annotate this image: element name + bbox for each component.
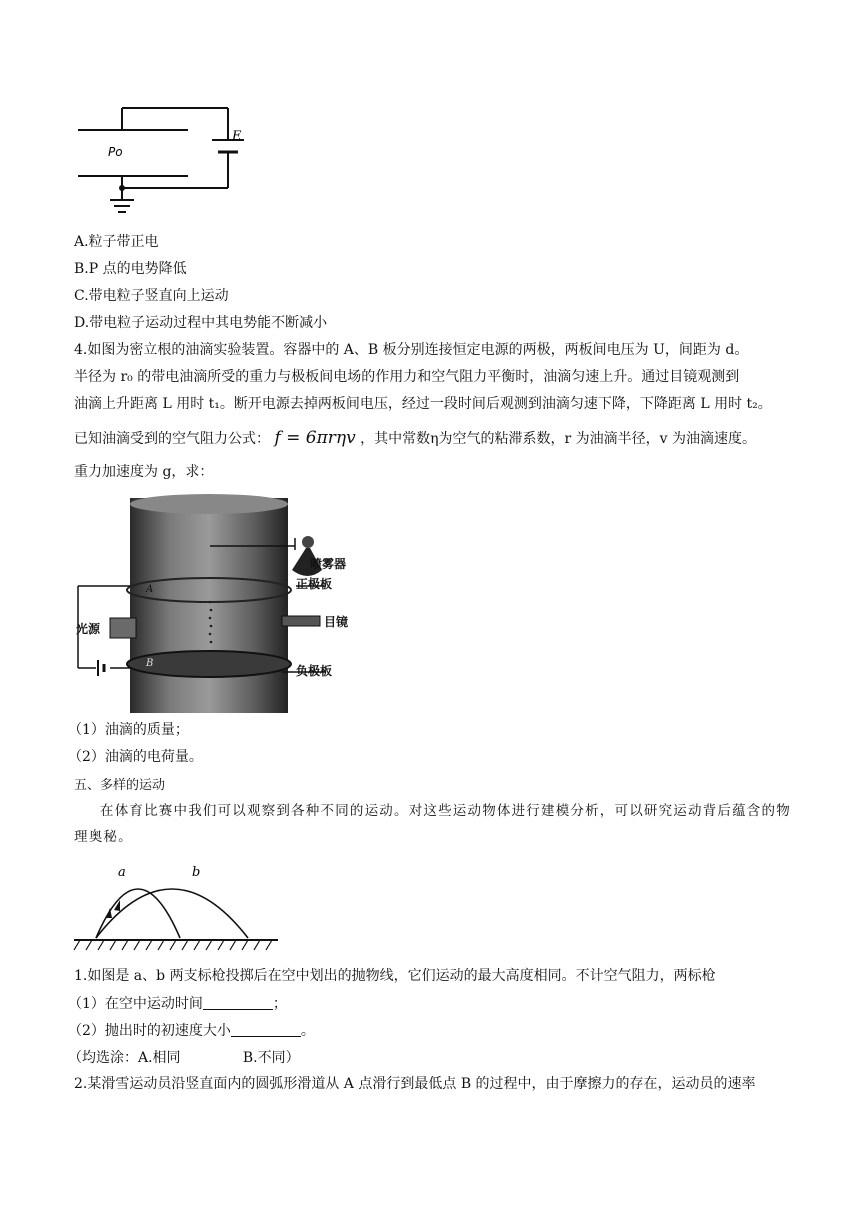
sprayer-label: 喷雾器: [310, 557, 347, 571]
section-heading: 五、多样的运动: [74, 778, 166, 793]
q5-1-choices: （均选涂：A.相同 B.不同）: [68, 1050, 300, 1066]
q5-1-sub1-end: ；: [272, 996, 287, 1012]
trajectory-a-label: a: [118, 865, 126, 880]
eyepiece-label: 目镜: [324, 615, 349, 629]
positive-plate-label: 正极板: [296, 577, 333, 591]
light-source-label: 光源: [76, 622, 101, 636]
q4-line4-post: ，其中常数η为空气的粘滞系数，r 为油滴半径，v 为油滴速度。: [360, 431, 757, 447]
q4-line3: 油滴上升距离 L 用时 t₁。断开电源去掉两板间电压，经过一段时间后观测到油滴匀速下降，下降距离 L 用时 t₂。: [74, 396, 772, 412]
q4-sub1: （1）油滴的质量；: [68, 722, 189, 738]
option-a: A.粒子带正电: [74, 234, 159, 250]
q4-line5: 重力加速度为 g，求：: [74, 464, 214, 480]
emf-label: E: [232, 129, 242, 144]
q5-1-sub2: [68, 1021, 315, 1041]
trajectory-b-label: b: [192, 865, 201, 880]
answer-blank-1[interactable]: [203, 995, 273, 1010]
q5-1-sub2-text: （2）抛出时的初速度大小: [68, 1023, 231, 1039]
q5-2-stem: 2.某滑雪运动员沿竖直面内的圆弧形滑道从 A 点滑行到最低点 B 的过程中，由于摩擦力的存在，运动员的速率: [74, 1076, 756, 1092]
drag-formula: f = 6πrηv: [274, 428, 356, 448]
q5-1-sub1: [68, 994, 287, 1014]
q4-sub2: （2）油滴的电荷量。: [68, 749, 203, 765]
oil-drop-apparatus-figure: [70, 490, 370, 715]
negative-plate-label: 负极板: [296, 664, 333, 678]
q5-1-sub2-end: 。: [300, 1023, 315, 1039]
option-c: C.带电粒子竖直向上运动: [74, 288, 229, 304]
option-d: D.带电粒子运动过程中其电势能不断减小: [74, 315, 328, 331]
plate-a-label: A: [146, 584, 154, 595]
plate-b-label: B: [146, 658, 154, 669]
point-p-label: Po: [108, 145, 123, 159]
q4-line2: 半径为 r₀ 的带电油滴所受的重力与极板间电场的作用力和空气阻力平衡时，油滴匀速上升。通过目镜观测到: [74, 369, 740, 385]
q5-1-stem: 1.如图是 a、b 两支标枪投掷后在空中划出的抛物线，它们运动的最大高度相同。不计空气阻力，两标枪: [74, 968, 716, 984]
capacitor-circuit-figure: [70, 100, 260, 225]
q4-line4: [74, 428, 756, 449]
section-intro: 在体育比赛中我们可以观察到各种不同的运动。对这些运动物体进行建模分析，可以研究运动背后蕴含的物理奥秘。: [74, 803, 791, 845]
option-b: B.P 点的电势降低: [74, 261, 187, 277]
answer-blank-2[interactable]: [231, 1022, 301, 1037]
javelin-parabola-figure: [70, 860, 285, 955]
q5-1-sub1-text: （1）在空中运动时间: [68, 996, 203, 1012]
q4-line1: 4.如图为密立根的油滴实验装置。容器中的 A、B 板分别连接恒定电源的两极，两板间电压为 U，间距为 d。: [74, 342, 749, 358]
q4-line4-pre: 已知油滴受到的空气阻力公式：: [74, 431, 270, 447]
